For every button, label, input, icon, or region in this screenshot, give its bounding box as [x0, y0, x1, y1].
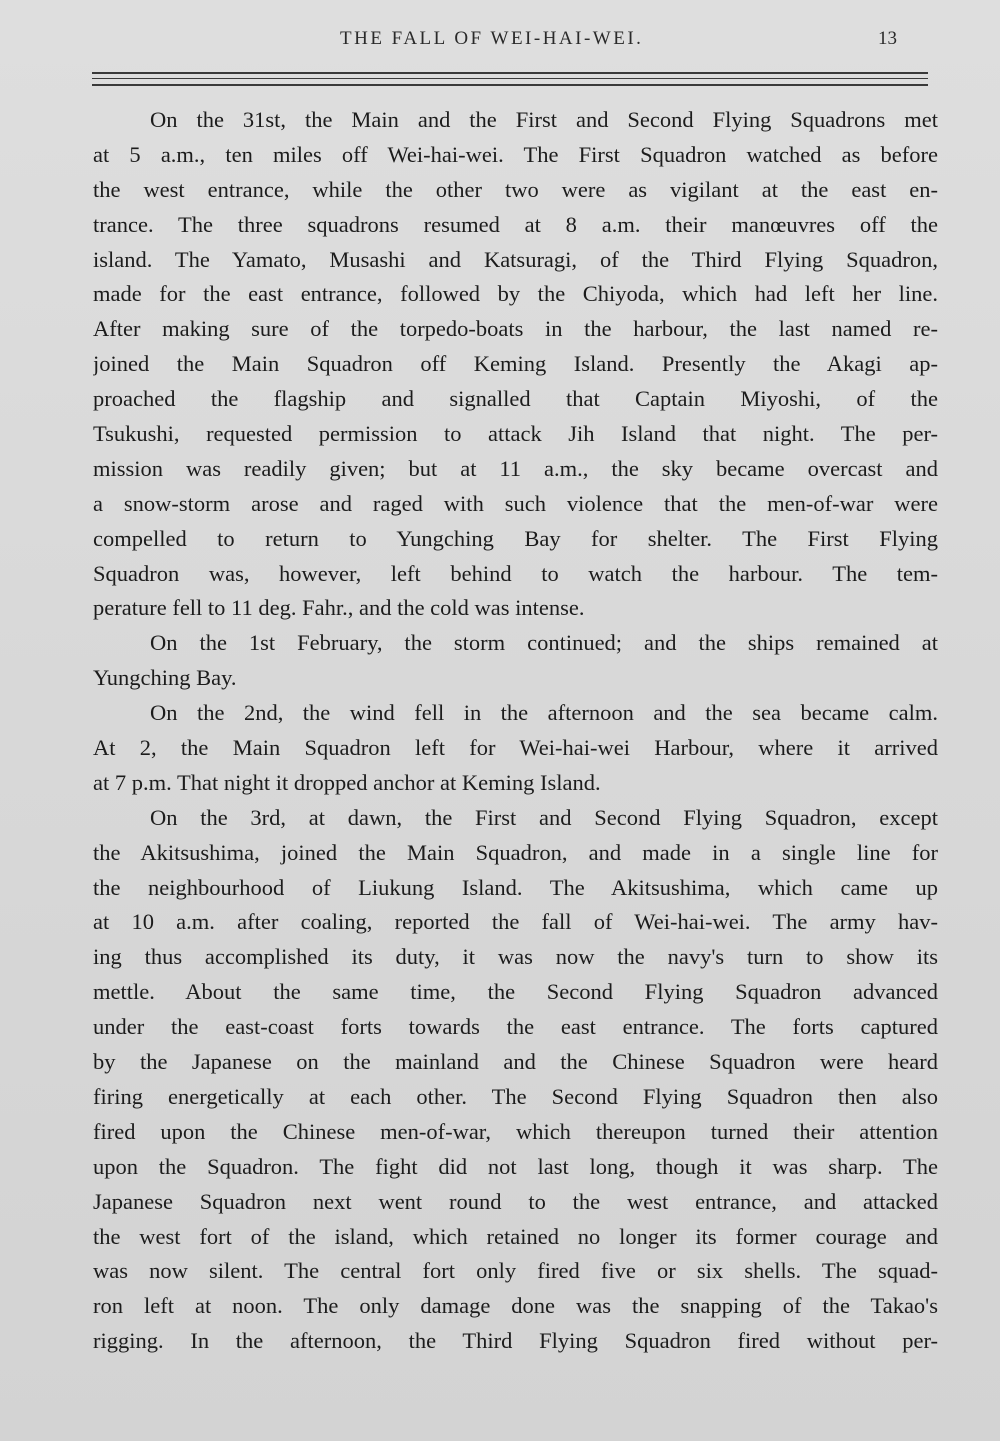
- page-number: 13: [878, 28, 897, 49]
- text-line: joined the Main Squadron off Keming Island. Presently the Akagi ap-: [93, 351, 938, 377]
- text-line: mettle. About the same time, the Second Flying Squadron advanced: [93, 979, 938, 1005]
- text-line: perature fell to 11 deg. Fahr., and the cold was intense.: [93, 595, 585, 621]
- header-rule-line-top: [92, 72, 928, 74]
- text-line: mission was readily given; but at 11 a.m., the sky became overcast and: [93, 455, 938, 481]
- text-line: On the 1st February, the storm continued; and the ships remained at: [150, 630, 938, 656]
- text-line: the neighbourhood of Liukung Island. The Akitsushima, which came up: [93, 874, 938, 900]
- header-rule: [92, 70, 928, 90]
- text-line: Yungching Bay.: [93, 665, 237, 691]
- text-line: upon the Squadron. The fight did not last long, though it was sharp. The: [93, 1153, 938, 1179]
- text-line: On the 3rd, at dawn, the First and Second Flying Squadron, except: [150, 804, 938, 830]
- paragraph-feb-3: [93, 801, 938, 1359]
- text-line: at 7 p.m. That night it dropped anchor at Keming Island.: [93, 769, 601, 795]
- text-line: Squadron was, however, left behind to watch the harbour. The tem-: [93, 560, 938, 586]
- text-line: Tsukushi, requested permission to attack Jih Island that night. The per-: [93, 421, 938, 447]
- text-line: trance. The three squadrons resumed at 8 a.m. their manœuvres off the: [93, 211, 938, 237]
- text-line: was now silent. The central fort only fired five or six shells. The squad-: [93, 1258, 938, 1284]
- text-line: On the 31st, the Main and the First and Second Flying Squadrons met: [150, 107, 938, 132]
- text-line: at 5 a.m., ten miles off Wei-hai-wei. The First Squadron watched as before: [93, 141, 938, 167]
- body-text: [93, 103, 938, 1359]
- paragraph-feb-1: [93, 626, 938, 696]
- text-line: island. The Yamato, Musashi and Katsuragi, of the Third Flying Squadron,: [93, 246, 938, 272]
- text-line: the west fort of the island, which retained no longer its former courage and: [93, 1223, 938, 1249]
- header-rule-line-bottom: [92, 84, 928, 86]
- text-line: firing energetically at each other. The Second Flying Squadron then also: [93, 1083, 938, 1109]
- text-line: Japanese Squadron next went round to the west entrance, and attacked: [93, 1188, 938, 1214]
- text-line: by the Japanese on the mainland and the Chinese Squadron were heard: [93, 1049, 938, 1075]
- header-rule-line-middle: [92, 78, 928, 79]
- text-line: compelled to return to Yungching Bay for shelter. The First Flying: [93, 525, 938, 551]
- paragraph-feb-2: [93, 696, 938, 801]
- text-line: At 2, the Main Squadron left for Wei-hai-wei Harbour, where it arrived: [93, 735, 938, 761]
- text-line: made for the east entrance, followed by the Chiyoda, which had left her line.: [93, 281, 938, 307]
- text-line: the west entrance, while the other two were as vigilant at the east en-: [93, 176, 938, 202]
- paragraph-jan-31: [93, 103, 938, 626]
- text-line: a snow-storm arose and raged with such violence that the men-of-war were: [93, 490, 938, 516]
- text-line: proached the flagship and signalled that Captain Miyoshi, of the: [93, 386, 938, 412]
- text-line: ing thus accomplished its duty, it was now the navy's turn to show its: [93, 944, 938, 970]
- text-line: the Akitsushima, joined the Main Squadron, and made in a single line for: [93, 839, 938, 865]
- text-line: fired upon the Chinese men-of-war, which thereupon turned their attention: [93, 1118, 938, 1144]
- text-line: After making sure of the torpedo-boats in the harbour, the last named re-: [93, 316, 938, 342]
- text-line: On the 2nd, the wind fell in the afternoon and the sea became calm.: [150, 700, 938, 726]
- running-title: THE FALL OF WEI-HAI-WEI.: [340, 28, 644, 49]
- text-line: at 10 a.m. after coaling, reported the fall of Wei-hai-wei. The army hav-: [93, 909, 938, 935]
- text-line: rigging. In the afternoon, the Third Flying Squadron fired without per-: [93, 1328, 938, 1354]
- text-line: under the east-coast forts towards the east entrance. The forts captured: [93, 1014, 938, 1040]
- text-line: ron left at noon. The only damage done was the snapping of the Takao's: [93, 1293, 938, 1319]
- running-head: [0, 28, 1000, 58]
